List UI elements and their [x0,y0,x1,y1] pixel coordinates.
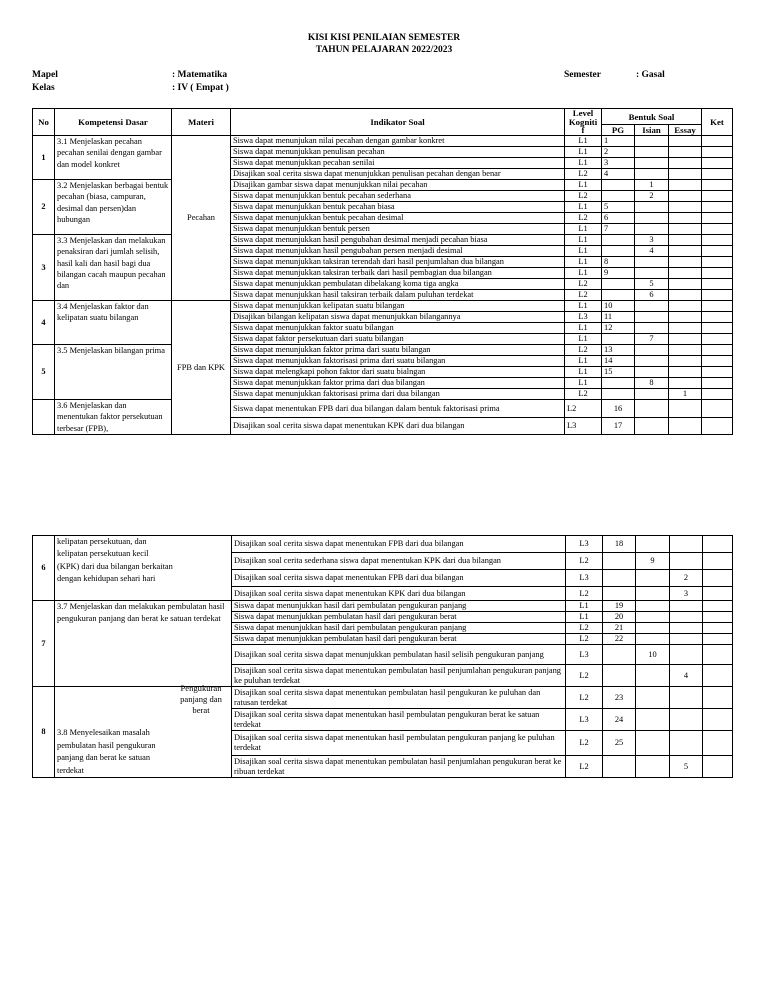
pg-cell: 17 [602,418,635,435]
level-cell: L1 [565,246,602,257]
ket-cell [702,180,733,191]
pg-cell [603,645,636,665]
isian-cell [635,257,669,268]
isian-cell [635,224,669,235]
kompetensi-dasar-cell: 3.7 Menjelaskan dan melakukan pembulatan hasil pengukuran panjang dan berat ke satuan terdekat [55,601,232,687]
ket-cell [703,756,733,778]
indikator-cell: Disajikan gambar siswa dapat menunjukkan nilai pecahan [231,180,565,191]
table-row [33,601,733,612]
document-title: KISI KISI PENILAIAN SEMESTER [307,33,461,43]
ket-cell [703,553,733,570]
indikator-cell: Disajikan soal cerita sederhana siswa dapat menentukan KPK dari dua bilangan [232,553,566,570]
essay-cell [669,334,702,345]
essay-cell [669,246,702,257]
level-cell: L3 [565,312,602,323]
isian-cell: 10 [636,645,670,665]
ket-cell [702,345,733,356]
isian-cell [635,213,669,224]
essay-cell [669,418,702,435]
isian-cell [635,356,669,367]
pg-cell [602,334,635,345]
essay-cell [670,709,703,731]
pg-cell: 4 [602,169,635,180]
kompetensi-dasar-cell: 3.1 Menjelaskan pecahan pecahan senilai dengan gambar dan model konkret [55,136,172,180]
kompetensi-dasar-cell: 3.6 Menjelaskan dan menentukan faktor persekutuan terbesar (FPB), [55,400,172,435]
pg-cell [603,665,636,687]
indikator-cell: Siswa dapat menunjukkan hasil dari pembulatan pengukuran panjang [232,601,566,612]
isian-cell: 9 [636,553,670,570]
isian-cell [636,623,670,634]
mapel-label: Mapel [32,70,58,80]
essay-cell [669,345,702,356]
indikator-cell: Siswa dapat menunjukkan kelipatan suatu bilangan [231,301,565,312]
kompetensi-dasar-cell: 3.4 Menjelaskan faktor dan kelipatan suatu bilangan [55,301,172,345]
row-number [33,400,55,435]
essay-cell [670,731,703,756]
isian-cell [635,345,669,356]
isian-cell [636,634,670,645]
col-level-kognitif: Level Kogniti f [565,109,602,136]
ket-cell [702,235,733,246]
isian-cell [635,158,669,169]
level-cell: L1 [565,323,602,334]
essay-cell: 1 [669,389,702,400]
essay-cell: 4 [670,665,703,687]
ket-cell [702,367,733,378]
pg-cell: 6 [602,213,635,224]
indikator-cell: Siswa dapat menunjukkan bentuk pecahan sederhana [231,191,565,202]
isian-cell [636,536,670,553]
isian-cell: 5 [635,279,669,290]
materi-cell: FPB dan KPK [172,301,231,435]
indikator-cell: Siswa dapat menunjukkan taksiran terbaik dari hasil pembagian dua bilangan [231,268,565,279]
ket-cell [703,709,733,731]
indikator-cell: Disajikan soal cerita siswa dapat menunjukkan pembulatan hasil selisih pengukuran panjang [232,645,566,665]
isian-cell [635,323,669,334]
table-row [33,180,733,191]
indikator-cell: Disajikan soal cerita siswa dapat menentukan KPK dari dua bilangan [232,587,566,601]
essay-cell [670,612,703,623]
essay-cell [670,623,703,634]
ket-cell [703,731,733,756]
essay-cell [669,400,702,418]
isian-cell [636,665,670,687]
level-cell: L1 [565,180,602,191]
isian-cell: 8 [635,378,669,389]
ket-cell [702,312,733,323]
essay-cell [669,158,702,169]
row-number: 8 [33,687,55,778]
indikator-cell: Siswa dapat menunjukkan bentuk pecahan desimal [231,213,565,224]
essay-cell [669,213,702,224]
isian-cell [635,312,669,323]
level-cell: L2 [566,756,603,778]
indikator-cell: Siswa dapat menunjukkan pembulatan hasil dari pengukuran berat [232,634,566,645]
indikator-cell: Siswa dapat menunjukkan hasil taksiran terbaik dalam puluhan terdekat [231,290,565,301]
ket-cell [703,623,733,634]
isian-cell [636,709,670,731]
level-cell: L2 [566,587,603,601]
pg-cell: 3 [602,158,635,169]
pg-cell [602,389,635,400]
kompetensi-dasar-cell: 3.2 Menjelaskan berbagai bentuk pecahan (biasa, campuran, desimal dan persen)dan hubungan [55,180,172,235]
ket-cell [702,213,733,224]
indikator-cell: Siswa dapat menunjukkan bentuk pecahan biasa [231,202,565,213]
ket-cell [702,191,733,202]
level-cell: L1 [566,601,603,612]
row-number: 2 [33,180,55,235]
materi-cell: Pengukuran panjang dan berat [180,683,222,715]
ket-cell [703,536,733,553]
level-cell: L1 [565,367,602,378]
pg-cell: 5 [602,202,635,213]
pg-cell: 12 [602,323,635,334]
level-cell: L1 [565,257,602,268]
row-number: 7 [33,601,55,687]
col-essay: Essay [669,125,702,136]
document-subtitle: TAHUN PELAJARAN 2022/2023 [315,45,453,55]
level-cell: L1 [565,268,602,279]
isian-cell [636,570,670,587]
level-cell: L1 [565,334,602,345]
essay-cell: 3 [670,587,703,601]
indikator-cell: Disajikan soal cerita siswa dapat menentukan hasil pembulatan pengukuran panjang ke puluhan terdekat [232,731,566,756]
indikator-cell: Siswa dapat menunjukkan pembulatan hasil dari pengukuran berat [232,612,566,623]
level-cell: L2 [565,191,602,202]
isian-cell [636,756,670,778]
indikator-cell: Siswa dapat menunjukkan faktorisasi prima dari dua bilangan [231,389,565,400]
pg-cell: 7 [602,224,635,235]
pg-cell [603,587,636,601]
essay-cell [669,356,702,367]
pg-cell: 20 [603,612,636,623]
indikator-cell: Siswa dapat menunjukkan taksiran terendah dari hasil penjumlahan dua bilangan [231,257,565,268]
indikator-cell: Siswa dapat menunjukkan pembulatan dibelakang koma tiga angka [231,279,565,290]
isian-cell: 7 [635,334,669,345]
ket-cell [702,246,733,257]
indikator-cell: Disajikan bilangan kelipatan siswa dapat menunjukkan bilangannya [231,312,565,323]
row-number: 6 [33,536,55,601]
ket-cell [702,290,733,301]
essay-cell [669,191,702,202]
essay-cell [670,645,703,665]
essay-cell [669,378,702,389]
isian-cell [636,687,670,709]
pg-cell: 9 [602,268,635,279]
level-cell: L2 [566,634,603,645]
isian-cell: 2 [635,191,669,202]
pg-cell: 16 [602,400,635,418]
kisi-table-2 [32,535,733,778]
pg-cell [602,191,635,202]
pg-cell [603,756,636,778]
level-cell: L2 [565,290,602,301]
indikator-cell: Disajikan soal cerita siswa dapat menentukan FPB dari dua bilangan [232,570,566,587]
ket-cell [702,147,733,158]
pg-cell: 18 [603,536,636,553]
level-cell: L2 [566,687,603,709]
indikator-cell: Disajikan soal cerita siswa dapat menentukan FPB dari dua bilangan [232,536,566,553]
level-cell: L2 [565,400,602,418]
ket-cell [702,334,733,345]
isian-cell [636,731,670,756]
isian-cell [635,202,669,213]
ket-cell [702,136,733,147]
essay-cell [670,601,703,612]
semester-label: Semester [564,70,601,80]
isian-cell [635,418,669,435]
essay-cell [670,536,703,553]
ket-cell [702,257,733,268]
level-cell: L1 [565,224,602,235]
pg-cell [602,246,635,257]
pg-cell: 19 [603,601,636,612]
pg-cell: 15 [602,367,635,378]
level-cell: L1 [565,235,602,246]
semester-value: : Gasal [636,70,665,80]
ket-cell [703,645,733,665]
essay-cell: 2 [670,570,703,587]
essay-cell [670,687,703,709]
ket-cell [702,400,733,418]
ket-cell [703,587,733,601]
level-cell: L3 [565,418,602,435]
level-cell: L1 [565,202,602,213]
indikator-cell: Disajikan soal cerita siswa dapat menentukan hasil pembulatan pengukuran berat ke satuan terdekat [232,709,566,731]
level-cell: L1 [565,356,602,367]
essay-cell [669,180,702,191]
level-cell: L3 [566,570,603,587]
level-cell: L1 [565,378,602,389]
mapel-value: : Matematika [172,70,228,80]
table-row [33,400,733,418]
ket-cell [702,323,733,334]
ket-cell [703,634,733,645]
isian-cell [635,136,669,147]
pg-cell [602,279,635,290]
level-cell: L2 [565,345,602,356]
table-row [33,136,733,147]
essay-cell [669,136,702,147]
col-materi: Materi [172,109,231,136]
level-cell: L1 [566,612,603,623]
ket-cell [702,268,733,279]
table-row [33,345,733,356]
isian-cell [636,587,670,601]
pg-cell [602,180,635,191]
essay-cell [669,224,702,235]
isian-cell [635,169,669,180]
ket-cell [703,601,733,612]
pg-cell: 11 [602,312,635,323]
essay-cell [669,301,702,312]
indikator-cell: Disajikan soal cerita siswa dapat menentukan pembulatan hasil penjumlahan pengukuran berat ke ribuan terdekat [232,756,566,778]
table-row [33,536,733,553]
table-row [33,687,733,709]
kompetensi-dasar-cell: 3.3 Menjelaskan dan melakukan penaksiran dari jumlah selisih, hasil kali dan hasil bagi dua bilangan cacah maupun pecahan dan [55,235,172,301]
col-kompetensi-dasar: Kompetensi Dasar [55,109,172,136]
isian-cell [635,147,669,158]
essay-cell [669,202,702,213]
indikator-cell: Siswa dapat melengkapi pohon faktor dari suatu bialngan [231,367,565,378]
essay-cell [669,367,702,378]
col-ket: Ket [702,109,733,136]
indikator-cell: Disajikan soal cerita siswa dapat menunjukkan penulisan pecahan dengan benar [231,169,565,180]
level-cell: L1 [565,301,602,312]
indikator-cell: Siswa dapat menunjukkan pecahan senilai [231,158,565,169]
ket-cell [702,418,733,435]
level-cell: L2 [566,623,603,634]
essay-cell [669,257,702,268]
level-cell: L3 [566,709,603,731]
level-cell: L2 [566,665,603,687]
pg-cell: 14 [602,356,635,367]
pg-cell: 23 [603,687,636,709]
level-cell: L3 [566,536,603,553]
essay-cell [669,268,702,279]
col-isian: Isian [635,125,669,136]
essay-cell [669,323,702,334]
indikator-cell: Disajikan soal cerita siswa dapat menentukan pembulatan hasil penjumlahan pengukuran panjang ke puluhan terdekat [232,665,566,687]
indikator-cell: Siswa dapat menunjukkan faktorisasi prima dari suatu bilangan [231,356,565,367]
kelas-value: : IV ( Empat ) [172,83,229,93]
pg-cell: 10 [602,301,635,312]
isian-cell: 3 [635,235,669,246]
col-bentuk-soal: Bentuk Soal [602,109,702,125]
level-cell: L2 [566,731,603,756]
pg-cell [603,553,636,570]
level-cell: L2 [565,279,602,290]
indikator-cell: Siswa dapat menunjukkan bentuk persen [231,224,565,235]
essay-cell [669,235,702,246]
indikator-cell: Siswa dapat menunjukkan hasil pengubahan persen menjadi desimal [231,246,565,257]
indikator-cell: Disajikan soal cerita siswa dapat menentukan pembulatan hasil pengukuran ke puluhan dan ratusan terdekat [232,687,566,709]
pg-cell: 8 [602,257,635,268]
pg-cell: 2 [602,147,635,158]
essay-cell [669,290,702,301]
isian-cell [635,400,669,418]
isian-cell: 1 [635,180,669,191]
essay-cell [670,634,703,645]
level-cell: L1 [565,158,602,169]
ket-cell [702,224,733,235]
level-cell: L2 [565,213,602,224]
level-cell: L1 [565,136,602,147]
ket-cell [703,612,733,623]
ket-cell [702,158,733,169]
indikator-cell: Siswa dapat faktor persekutuan dari suatu bilangan [231,334,565,345]
isian-cell [635,301,669,312]
kisi-table-1 [32,108,733,435]
essay-cell [669,147,702,158]
pg-cell: 25 [603,731,636,756]
indikator-cell: Siswa dapat menunjukkan penulisan pecahan [231,147,565,158]
kompetensi-dasar-cell: kelipatan persekutuan, dan kelipatan persekutuan kecil (KPK) dari dua bilangan berkaitan dengan kehidupan sehari hari [55,536,232,601]
pg-cell [603,570,636,587]
level-cell: L2 [565,389,602,400]
ket-cell [702,356,733,367]
level-cell: L1 [565,147,602,158]
ket-cell [702,389,733,400]
ket-cell [702,279,733,290]
indikator-cell: Siswa dapat menunjukkan faktor prima dari dua bilangan [231,378,565,389]
row-number: 1 [33,136,55,180]
indikator-cell: Siswa dapat menunjukkan hasil dari pembulatan pengukuran panjang [232,623,566,634]
essay-cell [669,312,702,323]
isian-cell [635,367,669,378]
isian-cell: 4 [635,246,669,257]
indikator-cell: Siswa dapat menunjukkan faktor prima dari suatu bilangan [231,345,565,356]
table-row [33,235,733,246]
col-indikator-soal: Indikator Soal [231,109,565,136]
indikator-cell: Siswa dapat menunjukan nilai pecahan dengan gambar konkret [231,136,565,147]
kompetensi-dasar-cell: 3.5 Menjelaskan bilangan prima [55,345,172,400]
essay-cell [670,553,703,570]
pg-cell [602,378,635,389]
isian-cell [635,389,669,400]
isian-cell [635,268,669,279]
isian-cell: 6 [635,290,669,301]
essay-cell [669,169,702,180]
isian-cell [636,601,670,612]
essay-cell: 5 [670,756,703,778]
ket-cell [702,301,733,312]
level-cell: L3 [566,645,603,665]
level-cell: L2 [565,169,602,180]
kelas-label: Kelas [32,83,55,93]
ket-cell [703,665,733,687]
indikator-cell: Siswa dapat menunjukkan hasil pengubahan desimal menjadi pecahan biasa [231,235,565,246]
ket-cell [703,687,733,709]
essay-cell [669,279,702,290]
col-no: No [33,109,55,136]
pg-cell: 22 [603,634,636,645]
row-number: 5 [33,345,55,400]
isian-cell [636,612,670,623]
pg-cell: 1 [602,136,635,147]
pg-cell: 13 [602,345,635,356]
pg-cell: 21 [603,623,636,634]
ket-cell [702,378,733,389]
ket-cell [702,169,733,180]
indikator-cell: Disajikan soal cerita siswa dapat menentukan KPK dari dua bilangan [231,418,565,435]
pg-cell: 24 [603,709,636,731]
col-pg: PG [602,125,635,136]
indikator-cell: Siswa dapat menunjukkan faktor suatu bilangan [231,323,565,334]
row-number: 4 [33,301,55,345]
pg-cell [602,290,635,301]
pg-cell [602,235,635,246]
indikator-cell: Siswa dapat menentukan FPB dari dua bilangan dalam bentuk faktorisasi prima [231,400,565,418]
table-row [33,301,733,312]
materi-cell: Pecahan [172,136,231,301]
level-cell: L2 [566,553,603,570]
kompetensi-dasar-cell: 3.8 Menyelesaikan masalah pembulatan hasil pengukuran panjang dan berat ke satuan terdekat [55,687,232,778]
ket-cell [703,570,733,587]
ket-cell [702,202,733,213]
row-number: 3 [33,235,55,301]
